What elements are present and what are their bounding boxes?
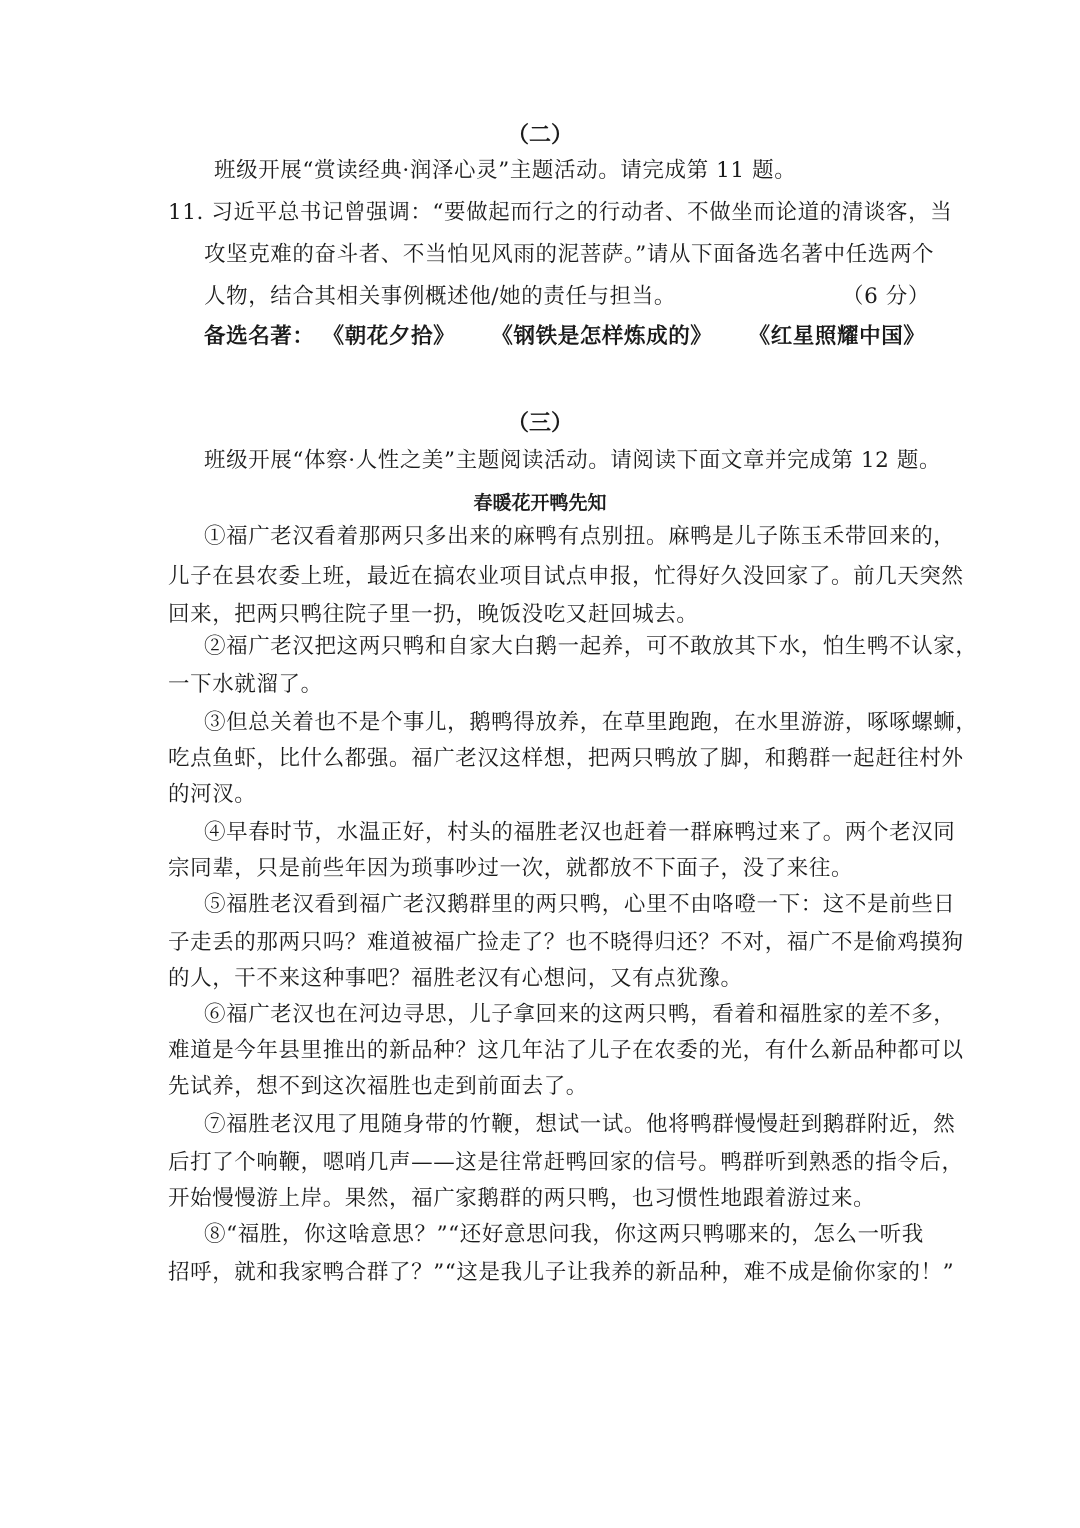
article-line: ⑥福广老汉也在河边寻思，儿子拿回来的这两只鸭，看着和福胜家的差不多， — [204, 1002, 956, 1027]
section-3-intro: 班级开展“体察·人性之美”主题阅读活动。请阅读下面文章并完成第 12 题。 — [204, 448, 942, 473]
section-2-heading: （二） — [506, 122, 573, 148]
question-11-line-1: 11. 习近平总书记曾强调：“要做起而行之的行动者、不做坐而论道的清谈客，当 — [168, 200, 953, 225]
article-line: ⑦福胜老汉甩了甩随身带的竹鞭，想试一试。他将鸭群慢慢赶到鹅群附近，然 — [204, 1112, 956, 1137]
article-line: 招呼，就和我家鸭合群了？”“这是我儿子让我养的新品种，难不成是偷你家的！” — [168, 1260, 955, 1285]
book-options-label: 备选名著： — [204, 324, 315, 349]
question-11-line-2: 攻坚克难的奋斗者、不当怕见风雨的泥菩萨。”请从下面备选名著中任选两个 — [204, 242, 935, 267]
article-line: ①福广老汉看着那两只多出来的麻鸭有点别扭。麻鸭是儿子陈玉禾带回来的， — [204, 524, 956, 549]
article-title: 春暖花开鸭先知 — [473, 492, 607, 514]
book-options — [168, 322, 930, 352]
question-11-line-3 — [168, 282, 930, 312]
article-line: ④早春时节，水温正好，村头的福胜老汉也赶着一群麻鸭过来了。两个老汉同 — [204, 820, 956, 845]
article-line: 回来，把两只鸭往院子里一扔，晚饭没吃又赶回城去。 — [168, 602, 699, 627]
book-option-3: 《红星照耀中国》 — [748, 324, 926, 349]
article-line: 难道是今年县里推出的新品种？这几年沾了儿子在农委的光，有什么新品种都可以 — [168, 1038, 964, 1063]
question-11-text: 人物，结合其相关事例概述他/她的责任与担当。 — [204, 284, 676, 309]
article-line: ③但总关着也不是个事儿，鹅鸭得放养，在草里跑跑，在水里游游，啄啄螺蛳， — [204, 710, 978, 735]
article-line: 开始慢慢游上岸。果然，福广家鹅群的两只鸭，也习惯性地跟着游过来。 — [168, 1186, 876, 1211]
article-line: 一下水就溜了。 — [168, 672, 323, 697]
article-line: 的人，干不来这种事吧？福胜老汉有心想问，又有点犹豫。 — [168, 966, 743, 991]
article-line: 子走丢的那两只吗？难道被福广捡走了？也不晓得归还？不对，福广不是偷鸡摸狗 — [168, 930, 964, 955]
question-11-score: （6 分） — [841, 284, 930, 309]
article-line: 吃点鱼虾，比什么都强。福广老汉这样想，把两只鸭放了脚，和鹅群一起赶往村外 — [168, 746, 964, 771]
article-line: 后打了个响鞭，嗯哨几声——这是往常赶鸭回家的信号。鸭群听到熟悉的指令后， — [168, 1150, 964, 1175]
book-option-1: 《朝花夕拾》 — [322, 324, 456, 349]
article-line: 的河汊。 — [168, 782, 257, 807]
book-option-2: 《钢铁是怎样炼成的》 — [491, 324, 713, 349]
article-line: 儿子在县农委上班，最近在搞农业项目试点申报，忙得好久没回家了。前几天突然 — [168, 564, 964, 589]
article-line: 先试养，想不到这次福胜也走到前面去了。 — [168, 1074, 588, 1099]
article-line: ②福广老汉把这两只鸭和自家大白鹅一起养，可不敢放其下水，怕生鸭不认家， — [204, 634, 978, 659]
article-line: 宗同辈，只是前些年因为琐事吵过一次，就都放不下面子，没了来往。 — [168, 856, 854, 881]
article-line: ⑧“福胜，你这啥意思？”“还好意思问我，你这两只鸭哪来的，怎么一听我 — [204, 1222, 924, 1247]
article-line: ⑤福胜老汉看到福广老汉鹅群里的两只鸭，心里不由咯噔一下：这不是前些日 — [204, 892, 956, 917]
section-3-heading: （三） — [506, 410, 573, 436]
section-2-intro: 班级开展“赏读经典·润泽心灵”主题活动。请完成第 11 题。 — [214, 158, 797, 183]
